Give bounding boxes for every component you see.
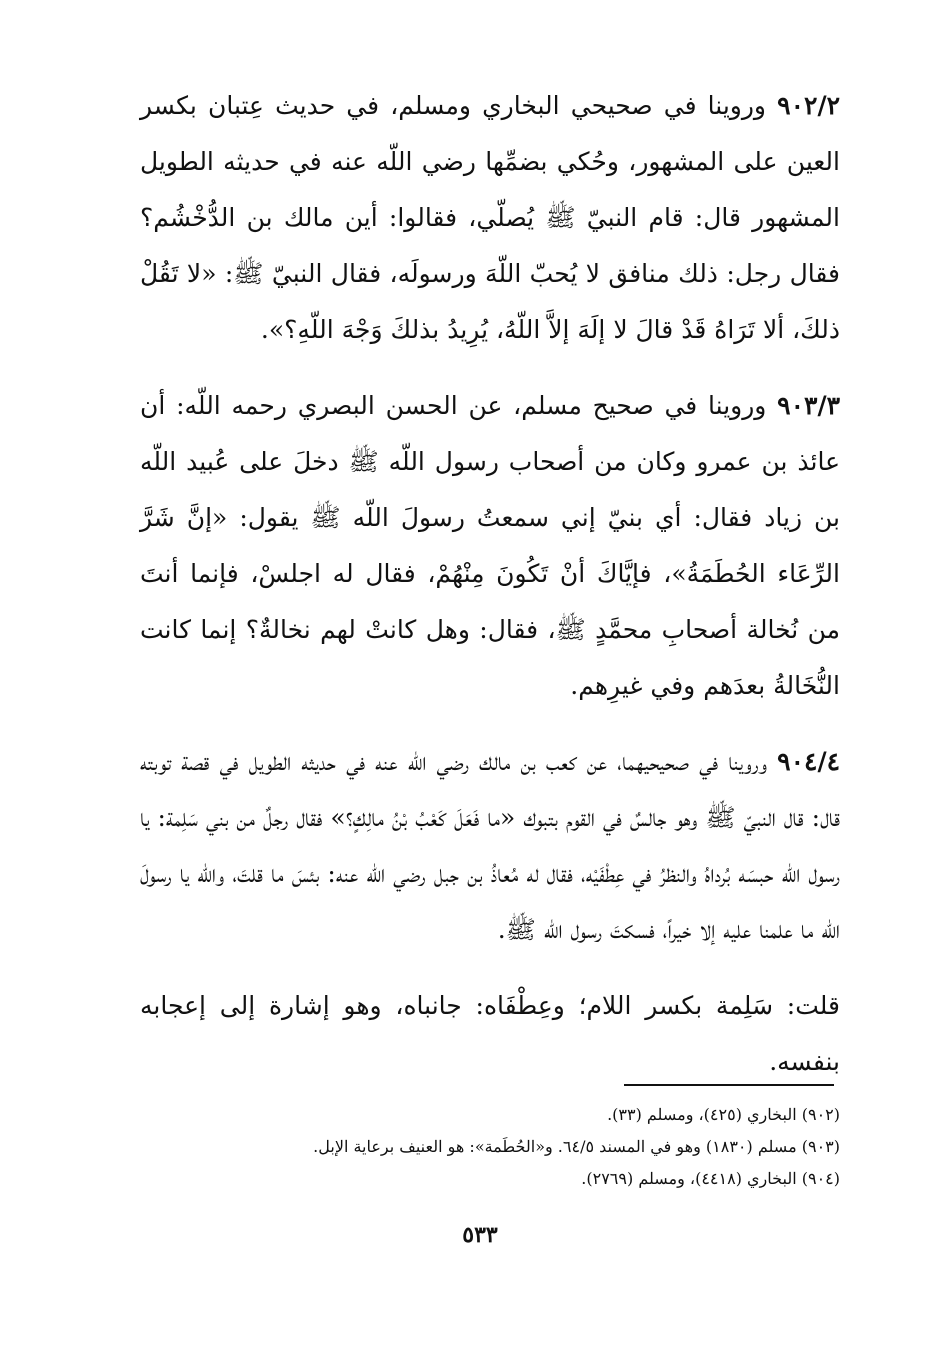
footnote-904: (٩٠٤) البخاري (٤٤١٨)، ومسلم (٢٧٦٩). [581,1169,840,1188]
paragraph-902 [140,78,840,358]
hadith-number: ٩٠٣/٣ [777,391,840,420]
footnote-separator [624,1084,834,1086]
paragraph-text: وروينا في صحيحيهما، عن كعب بن مالك رضي اللّه عنه في حديثه الطويل في قصة توبته قال: قال النبيّ ﷺ وهو جالسٌ في القوم بتبوك «ما فَعَلَ كَعْبُ بْنُ مالِكٍ؟» فقال رجلٌ من بني سَلِمة: يا رسول اللّه حبسَه بُرداهُ والنظرُ في عِطْفَيْه، فقال له مُعاذُ بن جبل رضي اللّه عنه: بئسَ ما قلتَ، واللّه يا رسولَ اللّه ما علمنا عليه إلا خيراً، فسكتَ رسول اللّه ﷺ. [140,747,840,944]
footnote-903: (٩٠٣) مسلم (١٨٣٠) وهو في المسند ٦٤/٥. و«الحُطَمة»: هو العنيف برعاية الإبل. [313,1137,840,1156]
page-number: ٥٣٣ [462,1222,498,1248]
hadith-number: ٩٠٤/٤ [777,747,841,776]
footnote-902: (٩٠٢) البخاري (٤٢٥)، ومسلم (٣٣). [607,1105,840,1124]
paragraph-903 [140,378,840,714]
paragraph-text: وروينا في صحيح مسلم، عن الحسن البصري رحمه اللّه: أن عائذ بن عمرو وكان من أصحاب رسول اللّه ﷺ دخلَ على عُبيد اللّه بن زياد فقال: أي بنيّ إني سمعتُ رسولَ اللّه ﷺ يقول: «إنَّ شَرَّ الرِّعَاء الحُطَمَةُ»، فإيَّاكَ أنْ تَكُونَ مِنْهُمْ، فقال له اجلسْ، فإنما أنتَ من نُخالة أصحابِ محمَّدٍ ﷺ، فقال: وهل كانتْ لهم نخالةٌ؟ إنما كانت النُّخَالةُ بعدَهم وفي غيرِهم. [140,391,840,700]
paragraph-text: قلت: سَلِمة بكسر اللام؛ وعِطْفَاه: جانباه، وهو إشارة إلى إعجابه بنفسه. [140,991,840,1076]
footnotes [160,1099,840,1195]
main-text [140,78,840,1090]
hadith-number: ٩٠٢/٢ [777,91,840,120]
paragraph-904 [140,734,840,958]
paragraph-text: وروينا في صحيحي البخاري ومسلم، في حديث عِتبان بكسر العين على المشهور، وحُكي بضمِّها رضي اللّه عنه في حديثه الطويل المشهور قال: قام النبيّ ﷺ يُصلّي، فقالوا: أين مالك بن الدُّخْشُم؟ فقال رجل: ذلك منافق لا يُحبّ اللّهَ ورسولَه، فقال النبيّ ﷺ: «لا تَقُلْ ذلكَ، ألا تَرَاهُ قَدْ قالَ لا إلَهَ إلاَّ اللّهُ، يُرِيدُ بذلكَ وَجْهَ اللّهِ؟». [140,91,840,344]
commentary-paragraph [140,978,840,1090]
